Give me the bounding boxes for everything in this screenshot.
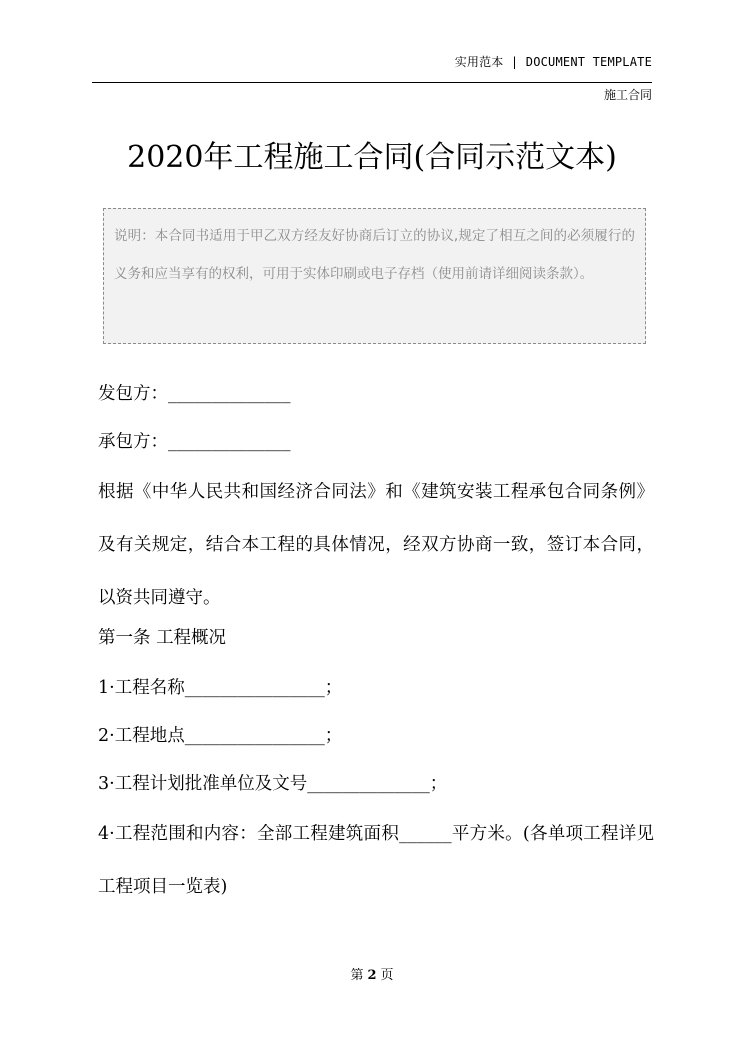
header-category-label: 施工合同 — [603, 88, 652, 102]
preamble-paragraph: 根据《中华人民共和国经济合同法》和《建筑安装工程承包合同条例》及有关规定，结合本工程的具体情况，经双方协商一致，签订本合同，以资共同遵守。 — [98, 482, 654, 608]
note-box — [103, 208, 646, 344]
item-project-scope: 4·工程范围和内容：全部工程建筑面积______平方米。(各单项工程详见工程项目一览表) — [98, 824, 654, 897]
contractor-line: 承包方：______________ — [98, 432, 291, 452]
page-footer-suffix: 页 — [380, 968, 394, 983]
note-text: 说明：本合同书适用于甲乙双方经友好协商后订立的协议,规定了相互之间的必须履行的义务和应当享有的权利，可用于实体印刷或电子存档（使用前请详细阅读条款）。 — [114, 228, 635, 282]
header-divider — [92, 82, 652, 83]
item-approval-unit: 3·工程计划批准单位及文号______________； — [98, 774, 448, 794]
document-title: 2020年工程施工合同(合同示范文本) — [127, 140, 617, 175]
item-project-name: 1·工程名称________________； — [98, 678, 343, 698]
header-template-label: 实用范本 | DOCUMENT TEMPLATE — [454, 55, 652, 69]
item-project-location: 2·工程地点________________； — [98, 726, 343, 746]
employer-line: 发包方：______________ — [98, 384, 291, 404]
page-number: 2 — [367, 968, 377, 983]
article-1-heading: 第一条 工程概况 — [98, 628, 227, 648]
page-footer-prefix: 第 — [350, 968, 364, 983]
page-footer — [0, 964, 744, 983]
